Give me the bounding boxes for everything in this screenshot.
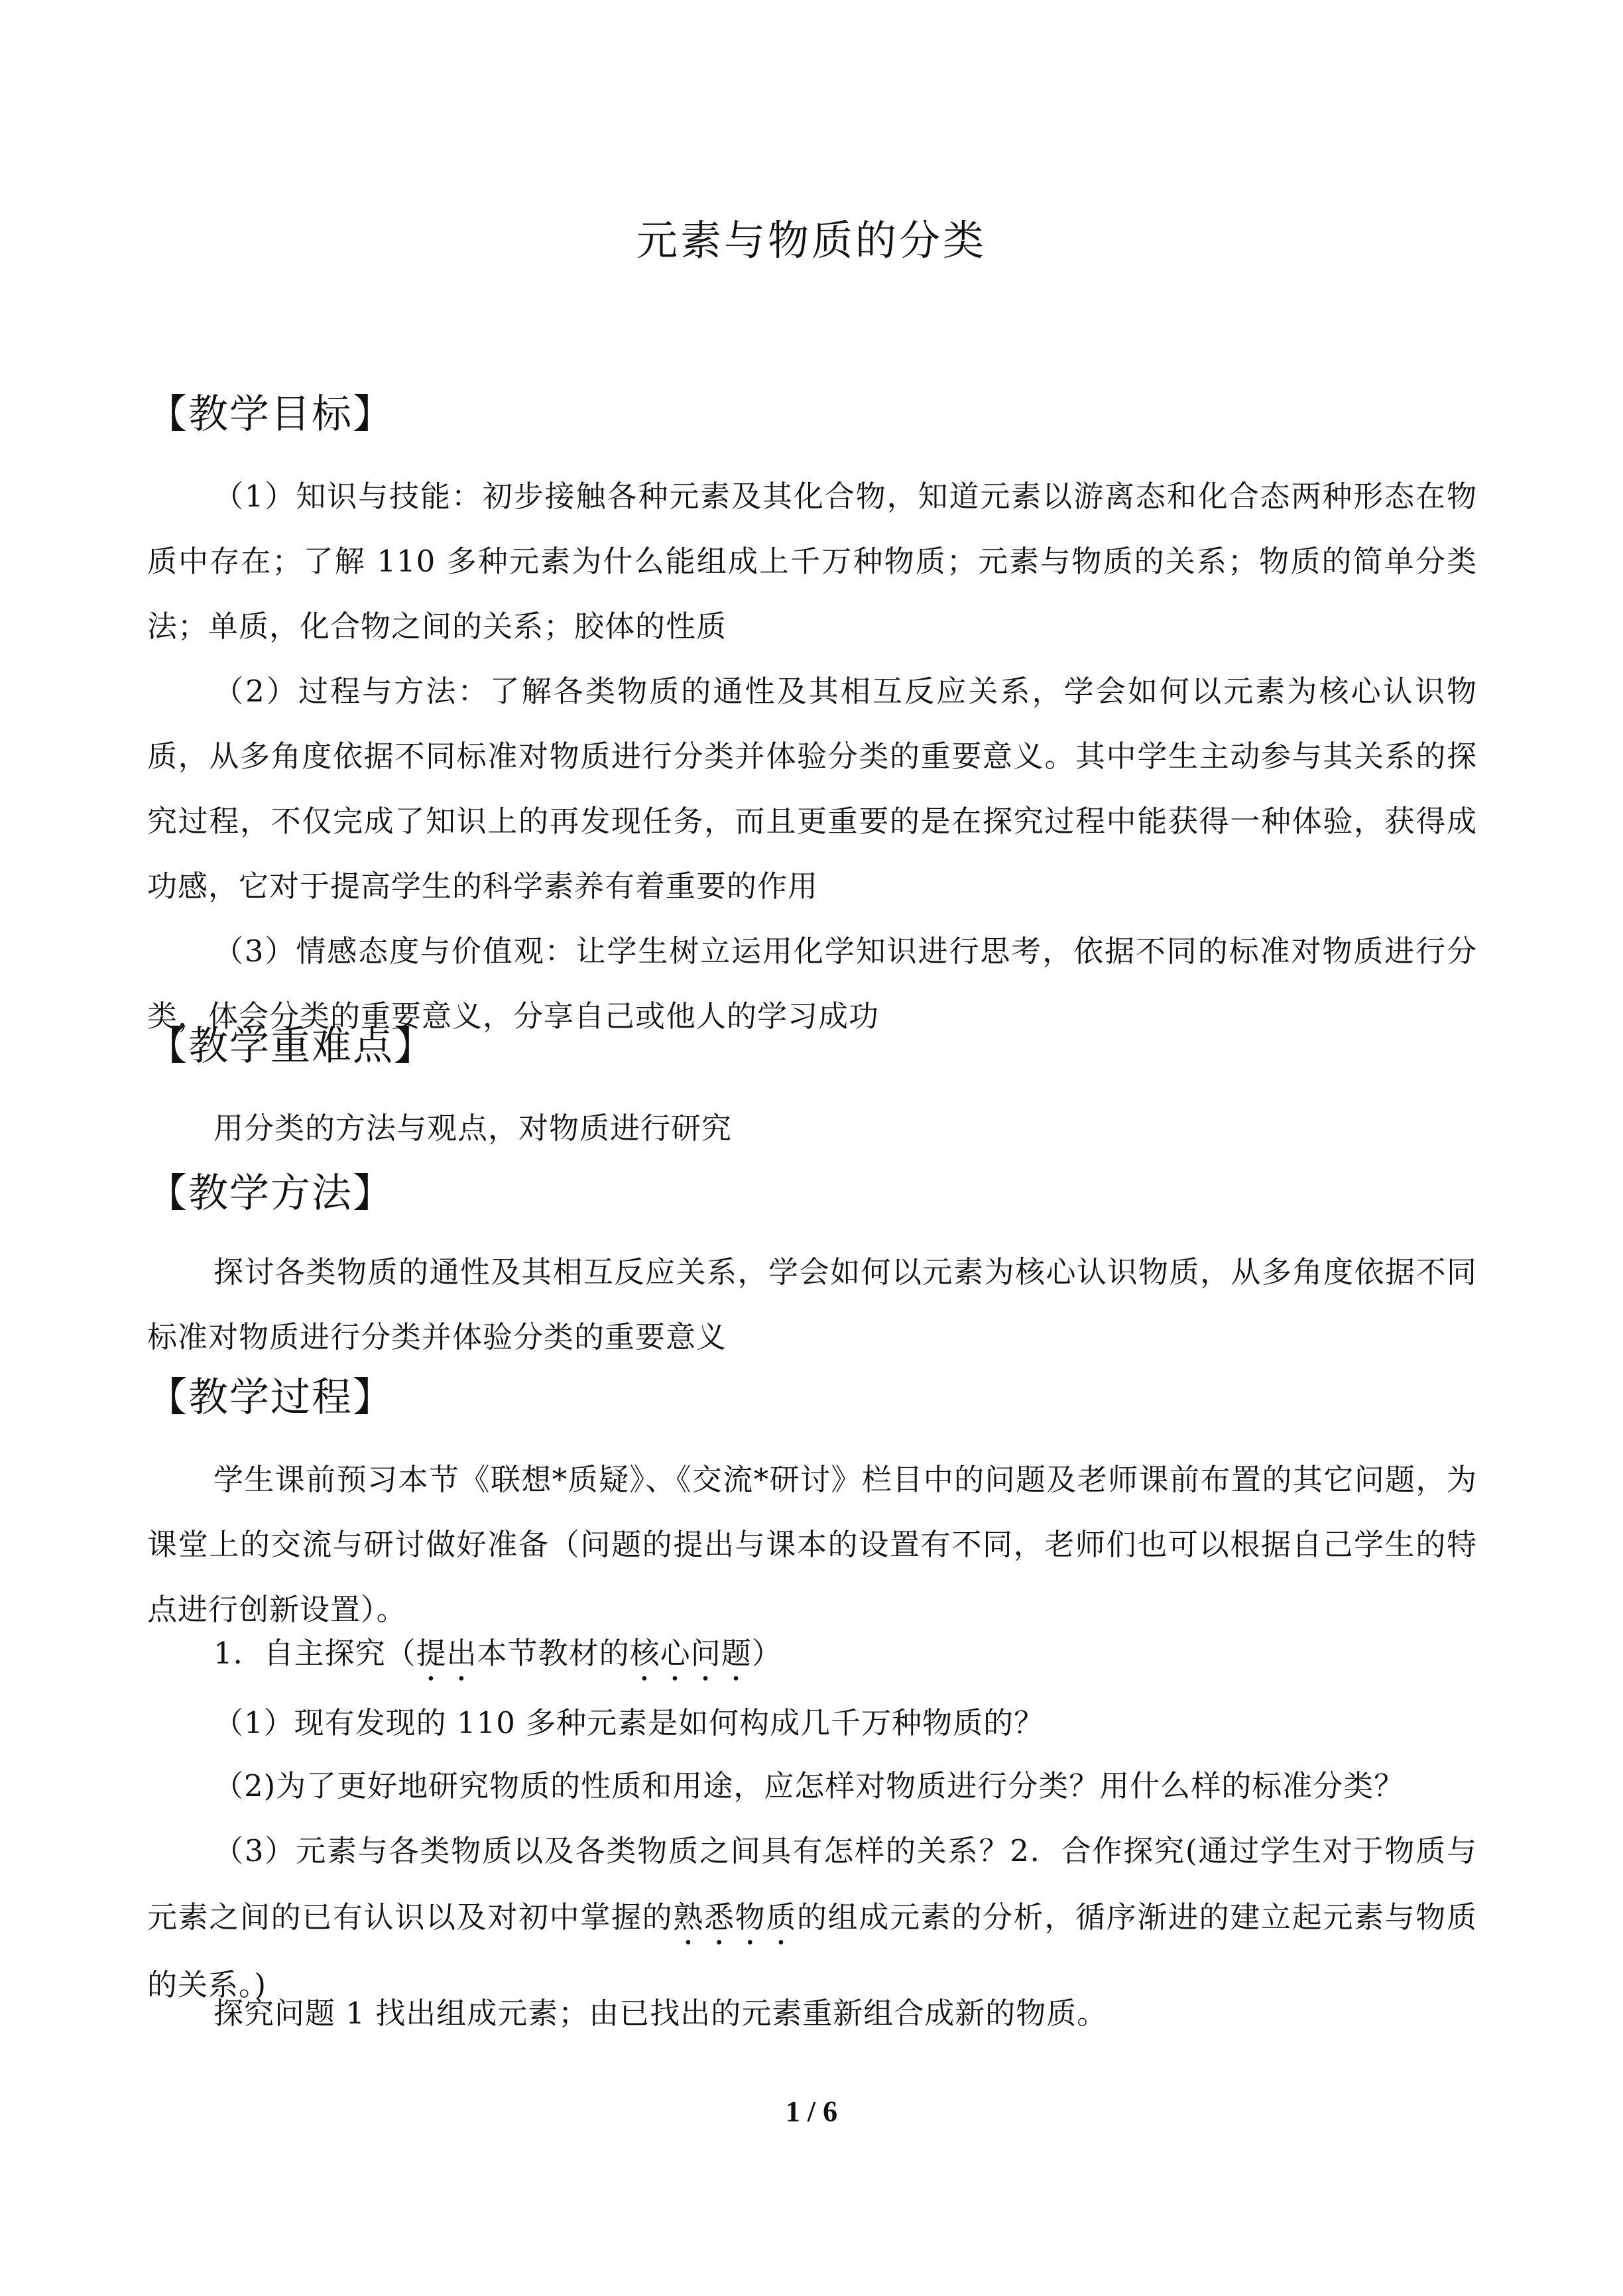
methods-heading: 【教学方法】 [147,1170,394,1217]
step-1-text-c: 本节教材的 [477,1636,630,1671]
objectives-heading: 【教学目标】 [147,391,394,438]
methods-paragraph: 探讨各类物质的通性及其相互反应关系，学会如何以元素为核心认识物质，从多角度依据不同标准对物质进行分类并体验分类的重要意义 [147,1254,1477,1355]
question-2: （2)为了更好地研究物质的性质和用途，应怎样对物质进行分类？用什么样的标准分类？ [213,1768,1405,1803]
key-points-heading: 【教学重难点】 [147,1023,435,1069]
process-paragraph-1: 学生课前预习本节《联想*质疑》、《交流*研讨》栏目中的问题及老师课前布置的其它问题，为课堂上的交流与研讨做好准备（问题的提出与课本的设置有不同，老师们也可以根据自己学生的特点进行创新设置）。 [147,1462,1477,1627]
step-1-emphasis-propose: 提出 [416,1636,477,1671]
step-1-text-f: ） [751,1636,782,1671]
step-1-emphasis-question: 问题 [690,1636,752,1671]
objectives-paragraph-1: （1）知识与技能：初步接触各种元素及其化合物，知道元素以游离态和化合态两种形态在物质中存在；了解 110 多种元素为什么能组成上千万种物质；元素与物质的关系；物质的简单分类法；单质，化合物之间的关系；胶体的性质 [147,479,1477,644]
step-1-line [213,1621,1480,1688]
question-3-text-a: （3）元素与各类物质以及各类物质之间具有怎样的关系？2．合作探究(通过学生对于物质与元素之间的已有认识以及对初中掌握的 [147,1833,1477,1935]
objectives-paragraph-2: （2）过程与方法：了解各类物质的通性及其相互反应关系，学会如何以元素为核心认识物质，从多角度依据不同标准对物质进行分类并体验分类的重要意义。其中学生主动参与其关系的探究过程，不仅完成了知识上的再发现任务，而且更重要的是在探究过程中能获得一种体验，获得成功感，它对于提高学生的科学素养有着重要的作用 [147,674,1477,904]
key-points-paragraph: 用分类的方法与观点，对物质进行研究 [213,1111,733,1146]
question-1: （1）现有发现的 110 多种元素是如何构成几千万种物质的？ [213,1705,1045,1740]
question-3-emphasis-familiar: 熟悉物质 [673,1900,797,1935]
step-1-emphasis-core: 核心 [629,1636,691,1671]
step-1-text-a: 1．自主探究（ [213,1636,416,1671]
page-number: 1 / 6 [785,2095,838,2128]
question-3-text-c: 的组成元素的分析，循序渐进的建立起元素与物质的关系。) [147,1900,1477,2002]
objectives-paragraph-3: （3）情感态度与价值观：让学生树立运用化学知识进行思考，依据不同的标准对物质进行分类，体会分类的重要意义，分享自己或他人的学习成功 [147,934,1477,1034]
process-heading: 【教学过程】 [147,1374,394,1421]
inquiry-1-line: 探究问题 1 找出组成元素；由已找出的元素重新组合成新的物质。 [213,1996,1108,2031]
document-title: 元素与物质的分类 [636,216,987,265]
